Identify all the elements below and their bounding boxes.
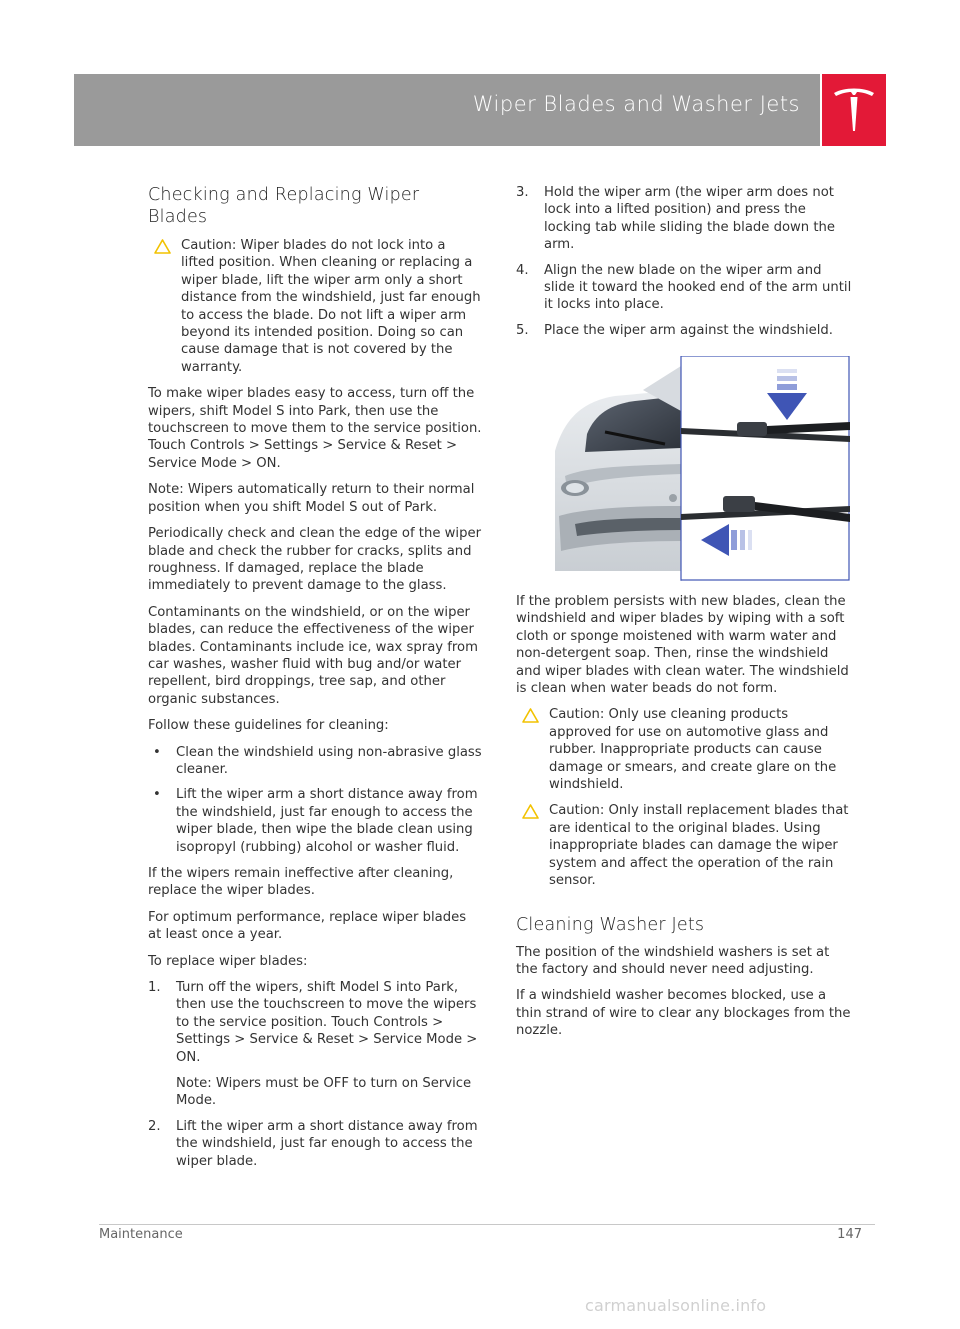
brand-logo <box>822 74 886 146</box>
list-item: • Clean the windshield using non-abrasive glass cleaner. <box>153 744 482 777</box>
paragraph: For optimum performance, replace wiper blades at least once a year. <box>148 909 467 943</box>
warning-triangle-icon <box>154 239 171 254</box>
tesla-logo-icon <box>832 85 876 135</box>
page-number: 147 <box>837 1227 862 1242</box>
wiper-illustration-graphic <box>545 356 850 581</box>
caution-text: Caution: Only install replacement blades that are identical to the original blades. Using inappropriate blades can damage the wiper system and affect the operation of the rain sensor. <box>549 803 849 889</box>
caution-text: Caution: Wiper blades do not lock into a lifted position. When cleaning or replacing a wiper blade, lift the wiper arm only a short distance from the windshield, just far enough to access the blade. Do not lift a wiper arm beyond its intended position. Doing so can cause damage that is not covered by the warranty. <box>181 238 481 375</box>
paragraph: To make wiper blades easy to access, turn off the wipers, shift Model S into Park, then use the touchscreen to move them to the service position. Touch Controls > Settings > Service & Reset > Service Mode > ON. <box>148 386 482 471</box>
replace-steps-list <box>148 979 482 1170</box>
step-item: 1. Turn off the wipers, shift Model S into Park, then use the touchscreen to move the wipers to the service position. Touch Controls > Settings > Service & Reset > Service Mode > ON. Note: Wipers must be OFF to turn on Service Mode. <box>148 979 482 1110</box>
caution-block <box>516 706 852 793</box>
watermark: carmanualsonline.info <box>585 1296 767 1315</box>
footer-section-name: Maintenance <box>99 1227 183 1242</box>
left-column <box>148 184 482 1178</box>
step-item: 2. Lift the wiper arm a short distance away from the windshield, just far enough to access the wiper blade. <box>148 1118 478 1169</box>
header-band <box>74 74 820 146</box>
right-column-bottom <box>516 593 852 1049</box>
list-item: • Lift the wiper arm a short distance away from the windshield, just far enough to access the wiper blade, then wipe the blade clean using isopropyl (rubbing) alcohol or washer fluid. <box>153 787 478 855</box>
paragraph: If the wipers remain ineffective after cleaning, replace the wiper blades. <box>148 866 454 899</box>
warning-triangle-icon <box>522 708 539 723</box>
caution-text: Caution: Only use cleaning products approved for use on automotive glass and rubber. Inappropriate products can cause damage or smears, and create glare on the windshield. <box>549 707 837 793</box>
caution-block <box>516 802 852 889</box>
paragraph: Contaminants on the windshield, or on the wiper blades, can reduce the effectiveness of the wiper blades. Contaminants include ice, wax spray from car washes, washer fluid with bug and/or water repellent, bird droppings, tree sap, and other organic substances. <box>148 604 478 707</box>
caution-block <box>148 237 482 376</box>
paragraph: The position of the windshield washers is set at the factory and should never need adjusting. <box>516 944 830 977</box>
paragraph: Follow these guidelines for cleaning: <box>148 718 389 734</box>
right-column-top <box>516 184 852 347</box>
section-heading-washer-jets: Cleaning Washer Jets <box>516 914 705 935</box>
step-item: 3. Hold the wiper arm (the wiper arm does not lock into a lifted position) and press the locking tab while sliding the blade down the arm. <box>516 185 835 253</box>
paragraph: To replace wiper blades: <box>148 953 308 969</box>
paragraph: Periodically check and clean the edge of the wiper blade and check the rubber for cracks, splits and roughness. If damaged, replace the blade immediately to prevent damage to the glass. <box>148 526 481 594</box>
replace-steps-list-continued <box>516 184 852 339</box>
step-item: 4. Align the new blade on the wiper arm and slide it toward the hooked end of the arm until it locks into place. <box>516 262 852 313</box>
section-heading-wiper-blades: Checking and Replacing Wiper Blades <box>148 185 420 227</box>
footer-divider <box>99 1224 875 1225</box>
step-item: 5. Place the wiper arm against the windshield. <box>516 322 833 338</box>
step-note: Note: Wipers must be OFF to turn on Service Mode. <box>176 1076 472 1109</box>
warning-triangle-icon <box>522 804 539 819</box>
cleaning-guidelines-list <box>148 744 482 856</box>
note-paragraph: Note: Wipers automatically return to their normal position when you shift Model S out of Park. <box>148 482 475 515</box>
paragraph: If a windshield washer becomes blocked, use a thin strand of wire to clear any blockages from the nozzle. <box>516 988 851 1039</box>
page-title: Wiper Blades and Washer Jets <box>472 92 800 116</box>
paragraph: If the problem persists with new blades, clean the windshield and wiper blades by wiping with a soft cloth or sponge moistened with warm water and non-detergent soap. Then, rinse the windshield and wiper blades with clean water. The windshield is clean when water beads do not form. <box>516 594 849 697</box>
wiper-blade-illustration <box>545 356 850 581</box>
